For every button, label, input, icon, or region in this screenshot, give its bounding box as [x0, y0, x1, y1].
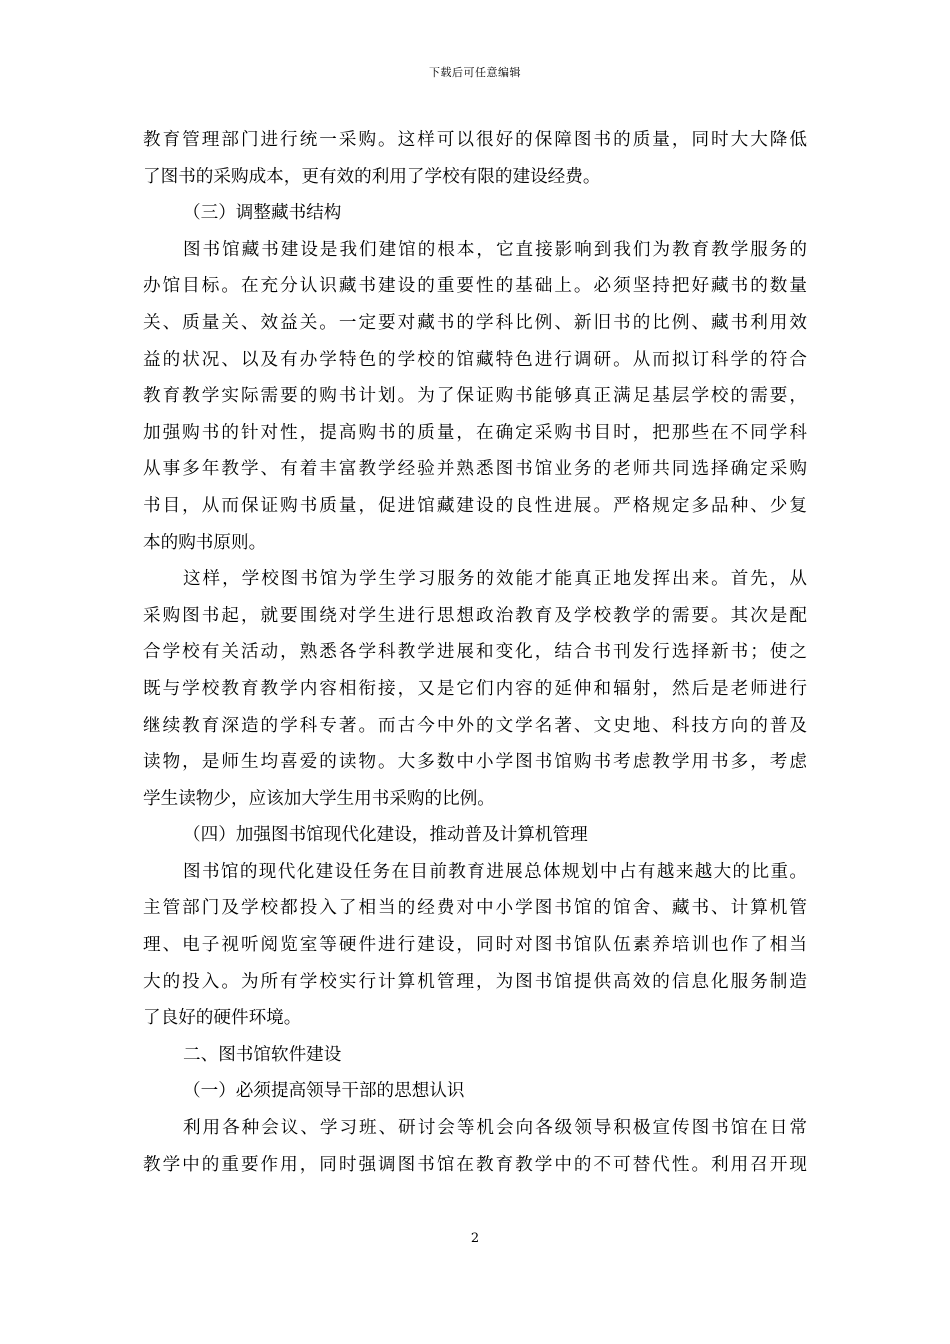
text-line: 这样，学校图书馆为学生学习服务的效能才能真正地发挥出来。首先，从 — [183, 569, 807, 590]
text-line: 图书馆藏书建设是我们建馆的根本，它直接影响到我们为教育教学服务的 — [183, 239, 807, 260]
text-line: 理、电子视听阅览室等硬件进行建设，同时对图书馆队伍素养培训也作了相当 — [143, 935, 807, 956]
text-line: 教育管理部门进行统一采购。这样可以很好的保障图书的质量，同时大大降低 — [143, 130, 807, 150]
text-line: 利用各种会议、学习班、研讨会等机会向各级领导积极宣传图书馆在日常 — [183, 1118, 807, 1139]
text-line: 办馆目标。在充分认识藏书建设的重要性的基础上。必须坚持把好藏书的数量 — [143, 276, 807, 297]
text-line: 书目，从而保证购书质量，促进馆藏建设的良性进展。严格规定多品种、少复 — [143, 495, 807, 516]
section-heading: 二、图书馆软件建设 — [183, 1044, 342, 1065]
text-line: 读物，是师生均喜爱的读物。大多数中小学图书馆购书考虑教学用书多，考虑 — [143, 752, 807, 773]
text-line: 益的状况、以及有办学特色的学校的馆藏特色进行调研。从而拟订科学的符合 — [143, 349, 807, 370]
section-heading: （三）调整藏书结构 — [183, 203, 342, 224]
text-line: 图书馆的现代化建设任务在目前教育进展总体规划中占有越来越大的比重。 — [183, 861, 807, 882]
text-line: 了图书的采购成本，更有效的利用了学校有限的建设经费。 — [143, 166, 601, 187]
text-line: 从事多年教学、有着丰富教学经验并熟悉图书馆业务的老师共同选择确定采购 — [143, 459, 807, 480]
section-heading: （四）加强图书馆现代化建设，推动普及计算机管理 — [183, 825, 588, 846]
text-line: 合学校有关活动，熟悉各学科教学进展和变化，结合书刊发行选择新书；使之 — [143, 642, 807, 663]
text-line: 采购图书起，就要围绕对学生进行思想政治教育及学校教学的需要。其次是配 — [143, 605, 807, 626]
text-line: 学生读物少，应该加大学生用书采购的比例。 — [143, 788, 495, 809]
text-line: 教学中的重要作用，同时强调图书馆在教育教学中的不可替代性。利用召开现 — [143, 1154, 807, 1175]
text-line: 主管部门及学校都投入了相当的经费对中小学图书馆的馆舍、藏书、计算机管 — [143, 898, 807, 919]
text-line: 大的投入。为所有学校实行计算机管理，为图书馆提供高效的信息化服务制造 — [143, 971, 807, 992]
text-line: 既与学校教育教学内容相衔接，又是它们内容的延伸和辐射，然后是老师进行 — [143, 678, 807, 699]
text-line: 继续教育深造的学科专著。而古今中外的文学名著、文史地、科技方向的普及 — [143, 715, 807, 736]
text-line: 加强购书的针对性，提高购书的质量，在确定采购书目时，把那些在不同学科 — [143, 422, 807, 443]
page-header: 下载后可任意编辑 — [429, 66, 521, 79]
text-line: 教育教学实际需要的购书计划。为了保证购书能够真正满足基层学校的需要， — [143, 386, 807, 407]
text-line: 本的购书原则。 — [143, 532, 267, 553]
text-line: 关、质量关、效益关。一定要对藏书的学科比例、新旧书的比例、藏书利用效 — [143, 312, 807, 333]
subsection-heading: （一）必须提高领导干部的思想认识 — [183, 1081, 465, 1102]
document-body — [143, 122, 807, 1183]
text-line: 了良好的硬件环境。 — [143, 1008, 302, 1029]
page-number: 2 — [470, 1231, 480, 1246]
